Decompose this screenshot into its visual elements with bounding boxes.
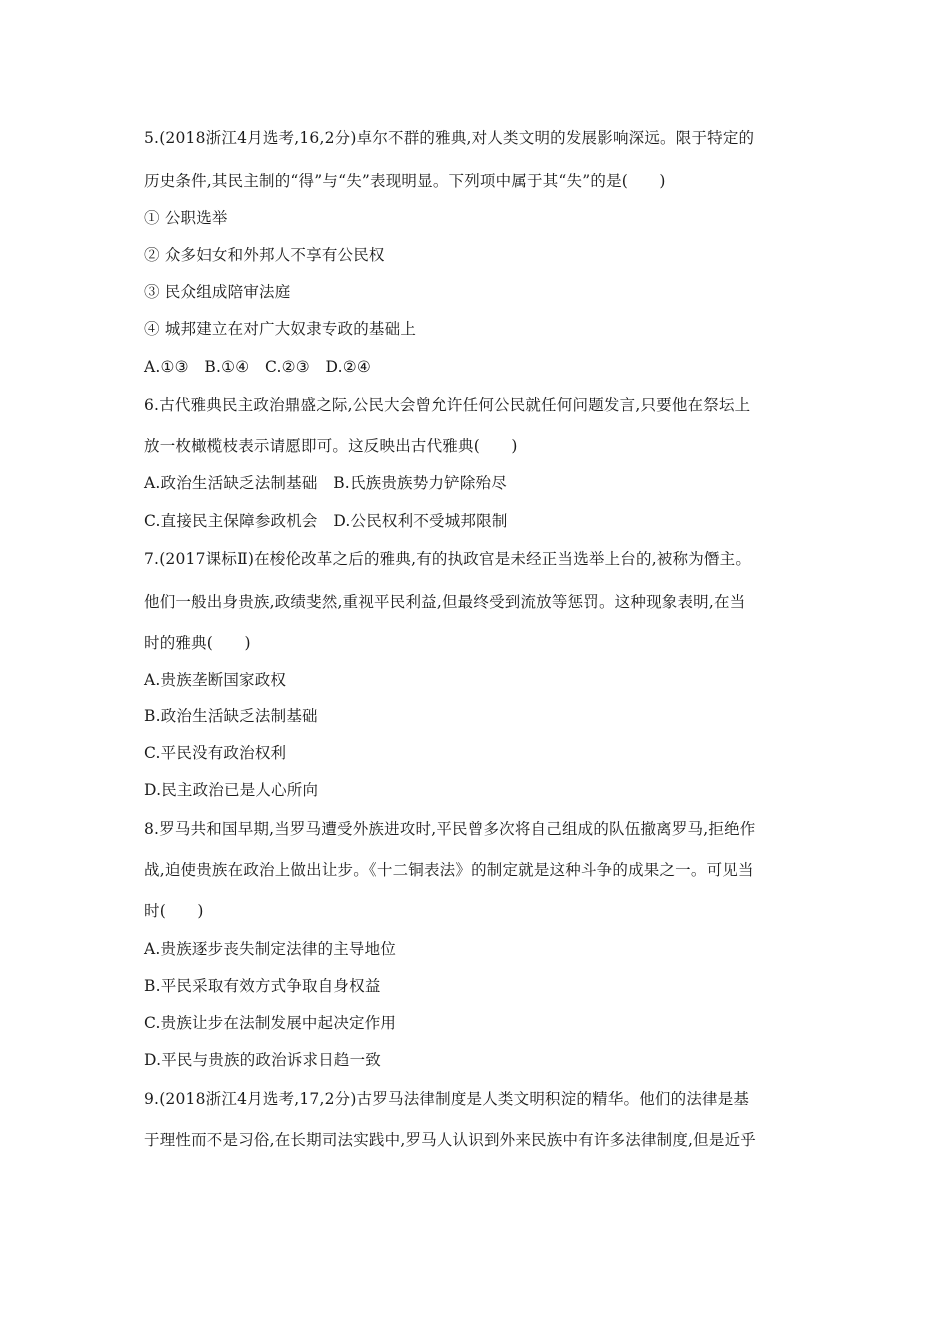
q8-stem-line-3: 时( )	[144, 902, 204, 920]
q7-option-b: B.政治生活缺乏法制基础	[144, 707, 318, 725]
q8-option-d: D.平民与贵族的政治诉求日趋一致	[144, 1051, 382, 1069]
q5-stem-line-2: 历史条件,其民主制的“得”与“失”表现明显。下列项中属于其“失”的是( )	[144, 172, 666, 190]
q7-option-c: C.平民没有政治权利	[144, 744, 287, 762]
q9-stem-line-2: 于理性而不是习俗,在长期司法实践中,罗马人认识到外来民族中有许多法律制度,但是近乎	[144, 1131, 756, 1149]
q5-item-4: ④ 城邦建立在对广大奴隶专政的基础上	[144, 320, 417, 338]
q7-stem-line-1: 7.(2017课标Ⅱ)在梭伦改革之后的雅典,有的执政官是未经正当选举上台的,被称为僭主。	[144, 550, 752, 568]
q5-item-1: ① 公职选举	[144, 209, 228, 227]
q7-stem-line-3: 时的雅典( )	[144, 634, 251, 652]
q6-stem-line-1: 6.古代雅典民主政治鼎盛之际,公民大会曾允许任何公民就任何问题发言,只要他在祭坛上	[144, 396, 751, 414]
q5-stem-line-1: 5.(2018浙江4月选考,16,2分)卓尔不群的雅典,对人类文明的发展影响深远。限于特定的	[144, 129, 755, 147]
q6-options-row-2: C.直接民主保障参政机会 D.公民权利不受城邦限制	[144, 512, 508, 530]
q5-options: A.①③ B.①④ C.②③ D.②④	[144, 358, 371, 376]
q5-item-3: ③ 民众组成陪审法庭	[144, 283, 291, 301]
q8-stem-line-2: 战,迫使贵族在政治上做出让步。《十二铜表法》的制定就是这种斗争的成果之一。可见当	[144, 861, 754, 879]
q5-item-2: ② 众多妇女和外邦人不享有公民权	[144, 246, 385, 264]
q6-stem-line-2: 放一枚橄榄枝表示请愿即可。这反映出古代雅典( )	[144, 437, 518, 455]
q7-option-a: A.贵族垄断国家政权	[144, 671, 287, 689]
q6-options-row-1: A.政治生活缺乏法制基础 B.氏族贵族势力铲除殆尽	[144, 474, 507, 492]
q8-option-b: B.平民采取有效方式争取自身权益	[144, 977, 381, 995]
q7-stem-line-2: 他们一般出身贵族,政绩斐然,重视平民利益,但最终受到流放等惩罚。这种现象表明,在当	[144, 593, 746, 611]
q9-stem-line-1: 9.(2018浙江4月选考,17,2分)古罗马法律制度是人类文明积淀的精华。他们的法律是基	[144, 1090, 750, 1108]
q8-stem-line-1: 8.罗马共和国早期,当罗马遭受外族进攻时,平民曾多次将自己组成的队伍撤离罗马,拒绝作	[144, 820, 756, 838]
q8-option-a: A.贵族逐步丧失制定法律的主导地位	[144, 940, 397, 958]
q7-option-d: D.民主政治已是人心所向	[144, 781, 319, 799]
q8-option-c: C.贵族让步在法制发展中起决定作用	[144, 1014, 397, 1032]
